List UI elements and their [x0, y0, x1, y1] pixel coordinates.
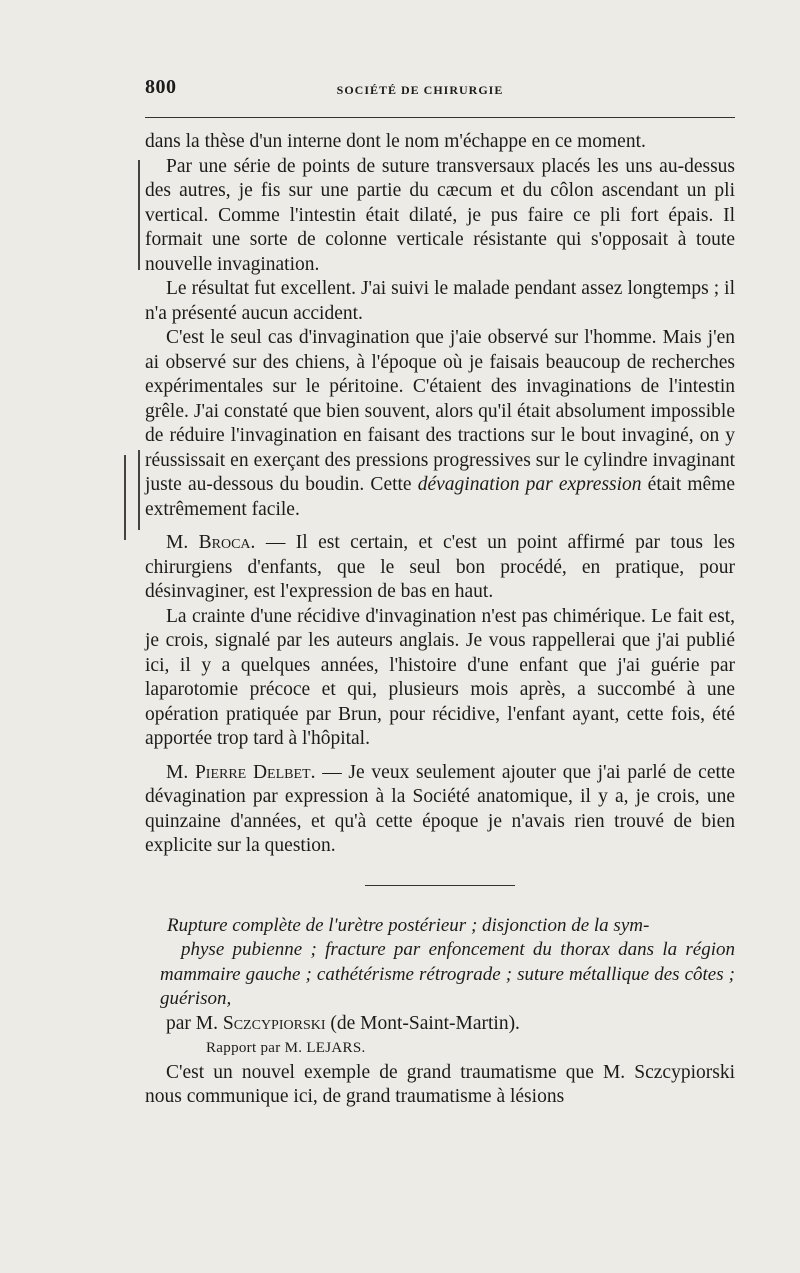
- byline-suffix: (de Mont-Saint-Martin).: [325, 1012, 520, 1034]
- speaker-name: M. Pierre Delbet.: [166, 761, 316, 783]
- section-separator: [365, 885, 515, 886]
- report-line: Rapport par M. LEJARS.: [206, 1040, 366, 1056]
- margin-mark-lower-outer: [124, 455, 126, 540]
- article-title: [145, 914, 735, 1012]
- paragraph: [145, 326, 735, 522]
- paragraph: dans la thèse d'un interne dont le nom m'échappe en ce moment.: [145, 131, 646, 152]
- running-title: SOCIÉTÉ DE CHIRURGIE: [336, 83, 504, 97]
- paragraph: La crainte d'une récidive d'invagination n'est pas chimérique. Le fait est, je crois, signalé par les auteurs anglais. Je vous rappellerai que j'ai publié ici, il y a quelques années, l'histoire d'une enfant que j'ai guérie par laparotomie précoce et qui, plusieurs mois après, a succombé à une opération pratiquée par Brun, pour récidive, l'enfant ayant, cette fois, été apportée trop tard à l'hôpital.: [145, 605, 735, 749]
- paragraph-text: — Il est certain, et c'est un point affirmé par tous les chirurgiens d'enfants, que le seul bon procédé, en pratique, pour désinvaginer, est l'expression de bas en haut.: [145, 532, 735, 602]
- speaker-name: M. Broca.: [166, 532, 256, 553]
- author-name: Sczcypiorski: [222, 1012, 326, 1034]
- paragraph: Par une série de points de suture transversaux placés les uns au-dessus des autres, je fis sur une partie du cæcum et du côlon ascendant un pli vertical. Comme l'intestin était dilaté, je pus faire ce pli fort épais. Il formait une sorte de colonne verticale résistante qui s'opposait à toute nouvelle invagination.: [145, 155, 735, 275]
- paragraph-text: était même extrêmement facile.: [145, 474, 736, 520]
- article-title-first-line: Rupture complète de l'urètre postérieur ; disjonction de la sym-: [167, 914, 650, 936]
- header-rule: [145, 117, 735, 118]
- margin-mark-lower-inner: [138, 450, 140, 530]
- paragraph: [145, 531, 735, 605]
- margin-mark-upper: [138, 160, 140, 270]
- paragraph: C'est un nouvel exemple de grand traumatisme que M. Sczcypiorski nous communique ici, de grand traumatisme à lésions: [145, 1061, 735, 1107]
- article-title-continuation: physe pubienne ; fracture par enfoncement du thorax dans la région mammaire gauche ; cathétérisme rétrograde ; suture métallique des côtes ; guérison,: [160, 939, 735, 1009]
- body-text: [145, 130, 735, 1110]
- italic-term: dévagination par expression: [417, 474, 642, 495]
- byline: [145, 1012, 735, 1037]
- page-number: 800: [145, 76, 177, 98]
- paragraph: [145, 761, 735, 859]
- byline-prefix: par M.: [166, 1012, 223, 1034]
- paragraph-text: — Je veux seulement ajouter que j'ai parlé de cette dévagination par expression à la Société anatomique, il y a, je crois, une quinzaine d'années, et qu'à cette époque je n'avais rien trouvé de bien explicite sur la question.: [145, 761, 735, 856]
- paragraph-text: C'est le seul cas d'invagination que j'aie observé sur l'homme. Mais j'en ai observé sur des chiens, à l'époque où je faisais beaucoup de recherches expérimentales sur le péritoine. C'étaient des invaginations de l'intestin grêle. J'ai constaté que bien souvent, alors qu'il était absolument impossible de réduire l'invagination en faisant des tractions sur le bout invaginé, on y réussissait en exerçant des pressions progressives sur le cylindre invaginant juste au-dessous du boudin. Cette: [145, 327, 735, 495]
- paragraph: Le résultat fut excellent. J'ai suivi le malade pendant assez longtemps ; il n'a présenté aucun accident.: [145, 278, 735, 324]
